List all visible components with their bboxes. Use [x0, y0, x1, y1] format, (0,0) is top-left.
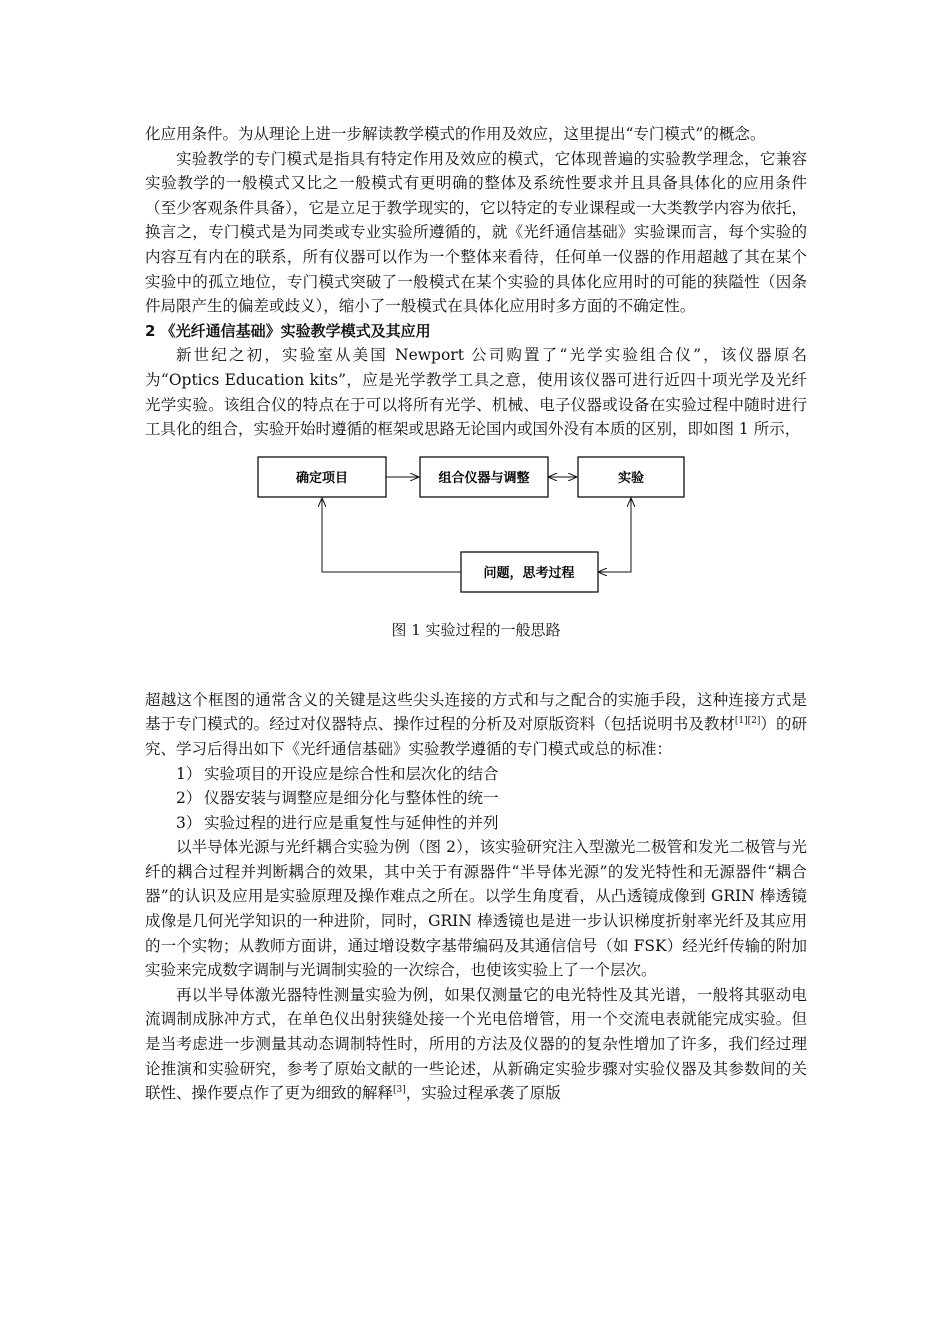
section-heading: 2 《光纤通信基础》实验教学模式及其应用 — [145, 321, 431, 340]
paragraph-laser-example — [145, 983, 807, 1106]
paragraph-beyond-diagram-text: 超越这个框图的通常含义的关键是这些尖头连接的方式和与之配合的实施手段，这种连接方式是基于专门模式的。经过对仪器特点、操作过程的分析及对原版资料（包括说明书及教材 — [145, 690, 807, 734]
paragraph-laser-text-end: ，实验过程承袭了原版 — [405, 1084, 561, 1103]
list-text: 仪器安装与调整应是细分化与整体性的统一 — [204, 789, 499, 808]
list-text: 实验项目的开设应是综合性和层次化的结合 — [204, 764, 499, 783]
citation-ref-3: [3] — [393, 1085, 406, 1096]
paragraph-laser-text: 再以半导体激光器特性测量实验为例，如果仅测量它的电光特性及其光谱，一般将其驱动电流调制成脉冲方式，在单色仪出射狭缝处接一个光电倍增管，用一个交流电表就能完成实验。但是当考虑进一步测量其动态调制特性时，所用的方法及仪器的的复杂性增加了许多，我们经过理论推演和实验研究，参考了原始文献的一些论述，从新确定实验步骤对实验仪器及其参数间的关联性、操作要点作了更为细致的解释 — [145, 985, 807, 1103]
box-label-2: 组合仪器与调整 — [438, 470, 530, 486]
document-page — [145, 122, 807, 1106]
arrow-4-to-3 — [599, 498, 631, 572]
figure-1 — [145, 450, 807, 688]
list-item — [145, 786, 807, 811]
list-number: 1） — [176, 764, 202, 783]
paragraph-beyond-diagram — [145, 688, 807, 762]
box-label-4: 问题，思考过程 — [483, 565, 575, 581]
box-label-3: 实验 — [617, 470, 645, 486]
list-number: 2） — [176, 789, 202, 808]
arrow-4-to-1 — [322, 498, 461, 572]
list-item — [145, 762, 807, 787]
box-label-1: 确定项目 — [295, 470, 349, 486]
list-number: 3） — [176, 813, 202, 832]
paragraph-coupling-example: 以半导体光源与光纤耦合实验为例（图 2），该实验研究注入型激光二极管和发光二极管与光纤的耦合过程并判断耦合的效果，其中关于有源器件“半导体光源”的发光特性和无源器件“耦合器”的认识及应用是实验原理及操作难点之所在。以学生角度看，从凸透镜成像到 GRIN 棒透镜成像是几何光学知识的一种进阶，同时，GRIN 棒透镜也是进一步认识梯度折射率光纤及其应用的一个实物；从教师方面讲，通过增设数字基带编码及其通信信号（如 FSK）经光纤传输的附加实验来完成数字调制与光调制实验的一次综合，也使该实验上了一个层次。 — [145, 838, 807, 980]
flow-diagram — [145, 450, 807, 600]
paragraph-continuation: 化应用条件。为从理论上进一步解读教学模式的作用及效应，这里提出“专门模式”的概念。 — [145, 125, 766, 143]
list-text: 实验过程的进行应是重复性与延伸性的并列 — [204, 813, 499, 832]
paragraph-newport: 新世纪之初，实验室从美国 Newport 公司购置了“光学实验组合仪”，该仪器原名为“Optics Education kits”，应是光学教学工具之意，使用该仪器可进行近四十项光学及光纤光学实验。该组合仪的特点在于可以将所有光学、机械、电子仪器或设备在实验过程中随时进行工具化的组合，实验开始时遵循的框架或思路无论国内或国外没有本质的区别，即如图 1 所示， — [145, 346, 807, 439]
paragraph-beyond-diagram-text-end: ）的研究、学习后得出如下《光纤通信基础》实验教学遵循的专门模式或总的标准： — [145, 715, 807, 758]
paragraph-special-mode: 实验教学的专门模式是指具有特定作用及效应的模式，它体现普遍的实验教学理念，它兼容实验教学的一般模式又比之一般模式有更明确的整体及系统性要求并且具备具体化的应用条件（至少客观条件具备），它是立足于教学现实的，它以特定的专业课程或一大类教学内容为依托，换言之，专门模式是为同类或专业实验所遵循的，就《光纤通信基础》实验课而言，每个实验的内容互有内在的联系，所有仪器可以作为一个整体来看待，任何单一仪器的作用超越了其在某个实验中的孤立地位，专门模式突破了一般模式在某个实验的具体化应用时的可能的狭隘性（因条件局限产生的偏差或歧义），缩小了一般模式在具体化应用时多方面的不确定性。 — [145, 149, 807, 316]
list-item — [145, 811, 807, 836]
figure-caption: 图 1 实验过程的一般思路 — [391, 620, 561, 639]
citation-ref-1-2: [1][2] — [734, 716, 761, 727]
